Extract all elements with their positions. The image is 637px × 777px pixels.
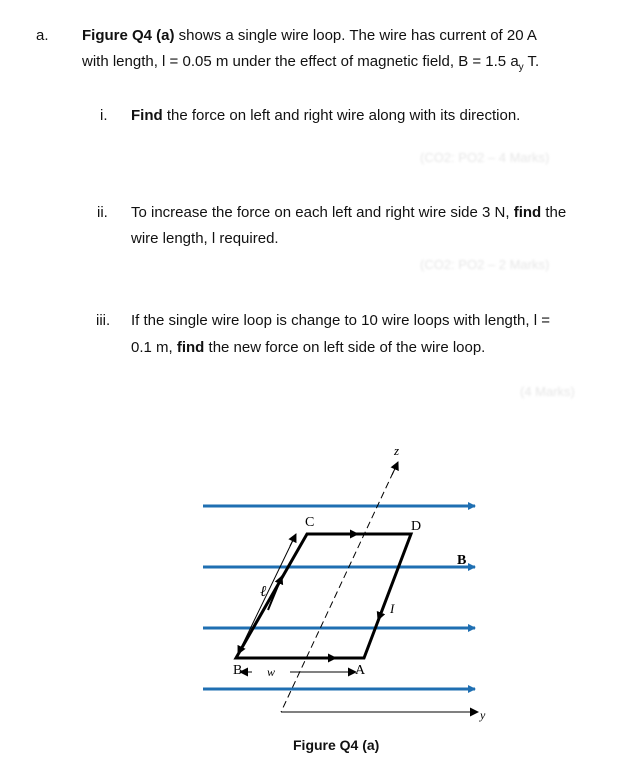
z-label: z [394,443,400,458]
width-label: w [267,665,276,679]
intro-text-1: shows a single wire loop. The wire has current of 20 A [174,27,537,44]
corner-D: D [411,519,422,534]
question-label: a. [36,27,49,44]
part-i-number: i. [100,107,108,124]
part-iii-pre: 0.1 m, [131,339,177,356]
length-label: ℓ [260,584,267,600]
part-ii-marks: (CO2: PO2 – 2 Marks) [420,257,550,272]
part-i-rest: the force on left and right wire along with its direction. [162,107,521,124]
corner-B: B [233,663,243,678]
z-axis [281,462,398,712]
intro-unit: T. [523,53,540,70]
y-label: y [480,708,486,722]
part-ii-pre: To increase the force on each left and right wire side 3 N, [131,204,514,221]
part-iii-bold: find [176,339,205,356]
part-ii-line-2: wire length, l required. [131,230,279,247]
length-arrow-top [290,534,296,546]
part-iii-line-1: If the single wire loop is change to 10 wire loops with length, l = [131,312,550,329]
length-dimension [238,534,296,654]
part-ii-post: the [541,204,567,221]
part-ii-number: ii. [97,204,108,221]
current-arrow-right [378,600,386,620]
intro-subscript: y [518,62,524,73]
part-i-bold: Find [131,107,163,124]
field-label-B: B [457,553,467,568]
z-axis-arrow [392,462,398,475]
figure-caption: Figure Q4 (a) [293,737,380,753]
part-iii-number: iii. [96,312,111,329]
corner-C: C [305,515,315,530]
current-arrow-left [268,576,282,610]
part-iii-marks: (4 Marks) [520,384,575,399]
part-iii-post: the new force on left side of the wire loop. [204,339,486,356]
current-label-I: I [390,601,395,616]
figure-ref: Figure Q4 (a) [82,27,175,44]
intro-text-2: with length, l = 0.05 m under the effect of magnetic field, B = 1.5 a [82,53,519,70]
corner-A: A [355,663,366,678]
part-i-marks: (CO2: PO2 – 4 Marks) [420,150,550,165]
part-ii-bold: find [513,204,542,221]
